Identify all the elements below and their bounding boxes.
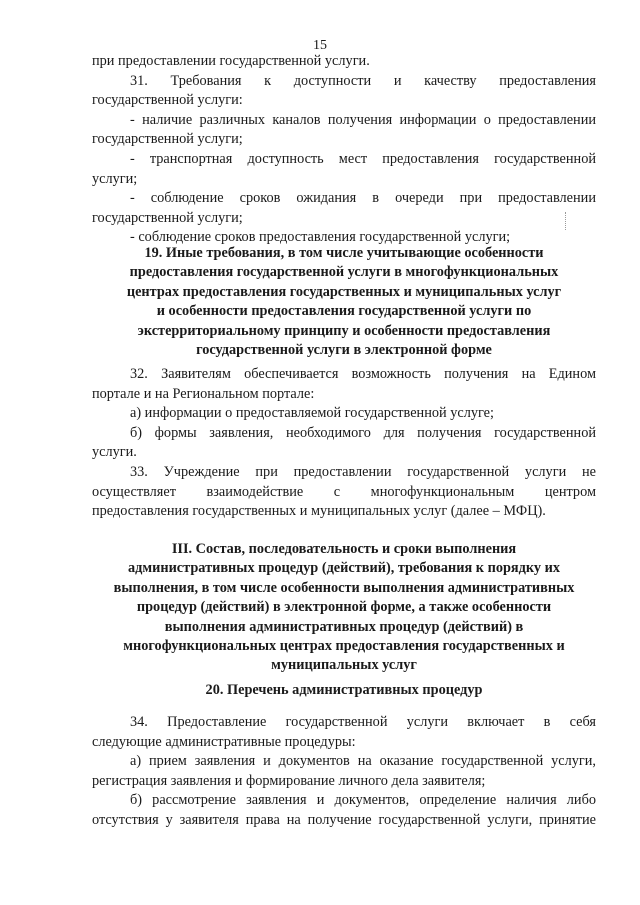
heading-line: предоставления государственной услуги в многофункциональных	[129, 264, 559, 281]
text-line: следующие административные процедуры:	[92, 733, 356, 750]
section-34-text	[92, 713, 596, 831]
text-line: 34. Предоставление государственной услуги включает в себя	[130, 714, 596, 730]
heading-line: 19. Иные требования, в том числе учитывающие особенности	[144, 245, 544, 261]
heading-line: процедур (действий) в электронной форме, а также особенности	[136, 599, 552, 616]
margin-mark	[565, 212, 567, 230]
text-line: б) формы заявления, необходимого для получения государственной	[130, 424, 596, 441]
text-line: портале и на Региональном портале:	[92, 385, 315, 402]
text-line: - наличие различных каналов получения информации о предоставлении	[130, 111, 596, 128]
text-line: - соблюдение сроков ожидания в очереди при предоставлении	[130, 190, 596, 207]
text-line: 33. Учреждение при предоставлении государственной услуги не	[130, 463, 596, 480]
section-31-text	[92, 52, 596, 248]
text-line: услуги.	[92, 444, 137, 461]
text-line: осуществляет взаимодействие с многофункциональным центром	[92, 483, 596, 500]
text-line: государственной услуги:	[92, 92, 243, 109]
heading-section-3	[92, 540, 596, 676]
text-line: - соблюдение сроков предоставления государственной услуги;	[130, 229, 511, 246]
heading-line: выполнения, в том числе особенности выполнения административных	[113, 579, 575, 596]
heading-line: центрах предоставления государственных и муниципальных услуг	[126, 283, 562, 300]
heading-line: муниципальных услуг	[271, 657, 417, 674]
text-line: предоставления государственных и муниципальных услуг (далее – МФЦ).	[92, 503, 546, 520]
text-line: а) информации о предоставляемой государственной услуге;	[130, 405, 494, 422]
heading-20: 20. Перечень административных процедур	[205, 682, 483, 698]
text-line: отсутствия у заявителя права на получение государственной услуги, принятие	[92, 811, 596, 828]
heading-line: государственной услуги в электронной форме	[196, 342, 492, 359]
heading-line: III. Состав, последовательность и сроки выполнения	[171, 541, 517, 557]
heading-line: административных процедур (действий), требования к порядку их	[127, 560, 561, 577]
text-line: государственной услуги;	[92, 209, 243, 226]
page-number: 15	[313, 38, 327, 53]
text-line: 32. Заявителям обеспечивается возможность получения на Едином	[130, 366, 596, 382]
heading-line: и особенности предоставления государственной услуги по	[156, 303, 532, 320]
text-line: - транспортная доступность мест предоставления государственной	[130, 150, 596, 167]
heading-line: выполнения административных процедур (действий) в	[164, 618, 524, 635]
text-line: а) прием заявления и документов на оказание государственной услуги,	[130, 753, 596, 770]
heading-line: экстерриториальному принципу и особенности предоставления	[137, 322, 551, 339]
section-32-33-text	[92, 365, 596, 522]
heading-19	[92, 244, 596, 360]
text-line: 31. Требования к доступности и качеству предоставления	[130, 72, 596, 89]
text-line: при предоставлении государственной услуги.	[92, 53, 370, 69]
text-line: б) рассмотрение заявления и документов, определение наличия либо	[130, 792, 596, 809]
text-line: регистрация заявления и формирование личного дела заявителя;	[92, 772, 486, 789]
text-line: государственной услуги;	[92, 131, 243, 148]
text-line: услуги;	[92, 170, 138, 187]
heading-line: многофункциональных центрах предоставления государственных и	[123, 638, 565, 655]
